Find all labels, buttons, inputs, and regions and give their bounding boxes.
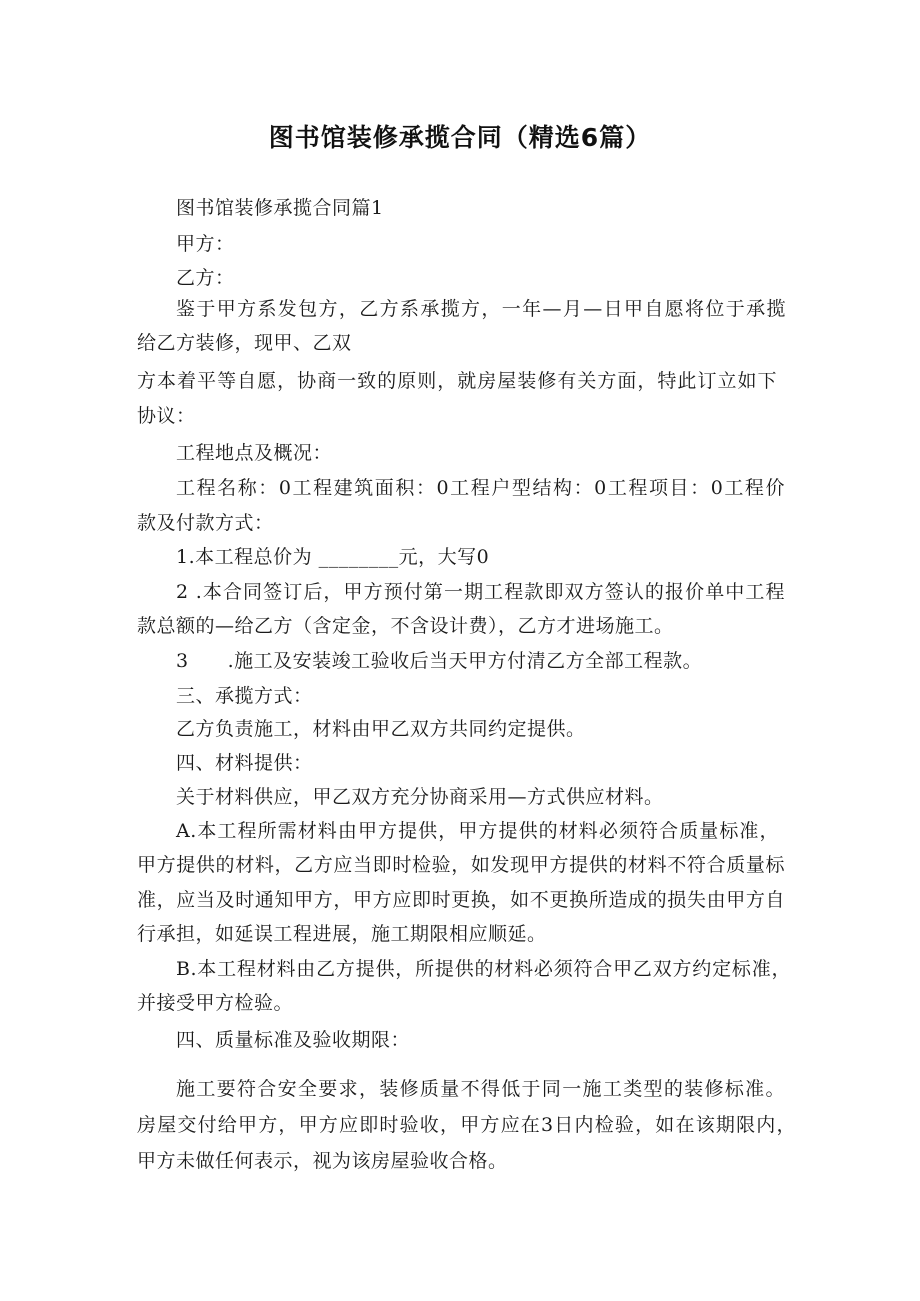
section-heading: 工程地点及概况：: [176, 442, 333, 464]
paragraph-line: 乙方负责施工，材料由甲乙双方共同约定提供。: [176, 718, 586, 740]
list-item: 2 .本合同签订后，甲方预付第一期工程款即双方签认的报价单中工程: [176, 581, 785, 603]
section-heading: 四、材料提供：: [176, 752, 313, 774]
list-item: A.本工程所需材料由甲方提供，甲方提供的材料必须符合质量标准，: [176, 820, 779, 842]
paragraph-line: 工程名称：0工程建筑面积：0工程户型结构：0工程项目：0工程价: [176, 477, 785, 499]
paragraph-line: 协议：: [137, 405, 196, 427]
paragraph-line: 款及付款方式：: [137, 512, 274, 534]
list-item: 3 .施工及安装竣工验收后当天甲方付清乙方全部工程款。: [176, 650, 703, 672]
paragraph-line: 鉴于甲方系发包方，乙方系承揽方，一年—月—日甲自愿将位于承揽: [176, 298, 786, 320]
party-a-label: 甲方：: [176, 233, 235, 255]
section-heading: 三、承揽方式：: [176, 685, 313, 707]
paragraph-line: 关于材料供应，甲乙双方充分协商采用—方式供应材料。: [176, 786, 664, 808]
paragraph-line: 行承担，如延误工程进展，施工期限相应顺延。: [137, 923, 547, 945]
party-b-label: 乙方：: [176, 267, 235, 289]
document-title: 图书馆装修承揽合同（精选6篇）: [268, 123, 652, 152]
paragraph-line: 款总额的—给乙方（含定金，不含设计费），乙方才进场施工。: [137, 615, 674, 637]
paragraph-line: 房屋交付给甲方，甲方应即时验收，甲方应在3日内检验，如在该期限内，: [137, 1114, 796, 1136]
paragraph-line: 准，应当及时通知甲方，甲方应即时更换，如不更换所造成的损失由甲方自: [137, 889, 785, 911]
paragraph-line: 方本着平等自愿，协商一致的原则，就房屋装修有关方面，特此订立如下: [137, 370, 777, 392]
paragraph-line: 施工要符合安全要求，装修质量不得低于同一施工类型的装修标准。: [176, 1078, 785, 1100]
list-item: B.本工程材料由乙方提供，所提供的材料必须符合甲乙双方约定标准，: [176, 958, 791, 980]
paragraph-line: 给乙方装修，现甲、乙双: [137, 332, 352, 354]
list-item: 1.本工程总价为 ________元，大写0: [176, 546, 490, 568]
paragraph-line: 甲方提供的材料，乙方应当即时检验，如发现甲方提供的材料不符合质量标: [137, 854, 785, 876]
paragraph-line: 并接受甲方检验。: [137, 992, 294, 1014]
paragraph-line: 甲方未做任何表示，视为该房屋验收合格。: [137, 1150, 508, 1172]
section-heading: 图书馆装修承揽合同篇1: [176, 197, 384, 219]
section-heading: 四、质量标准及验收期限：: [176, 1029, 411, 1051]
